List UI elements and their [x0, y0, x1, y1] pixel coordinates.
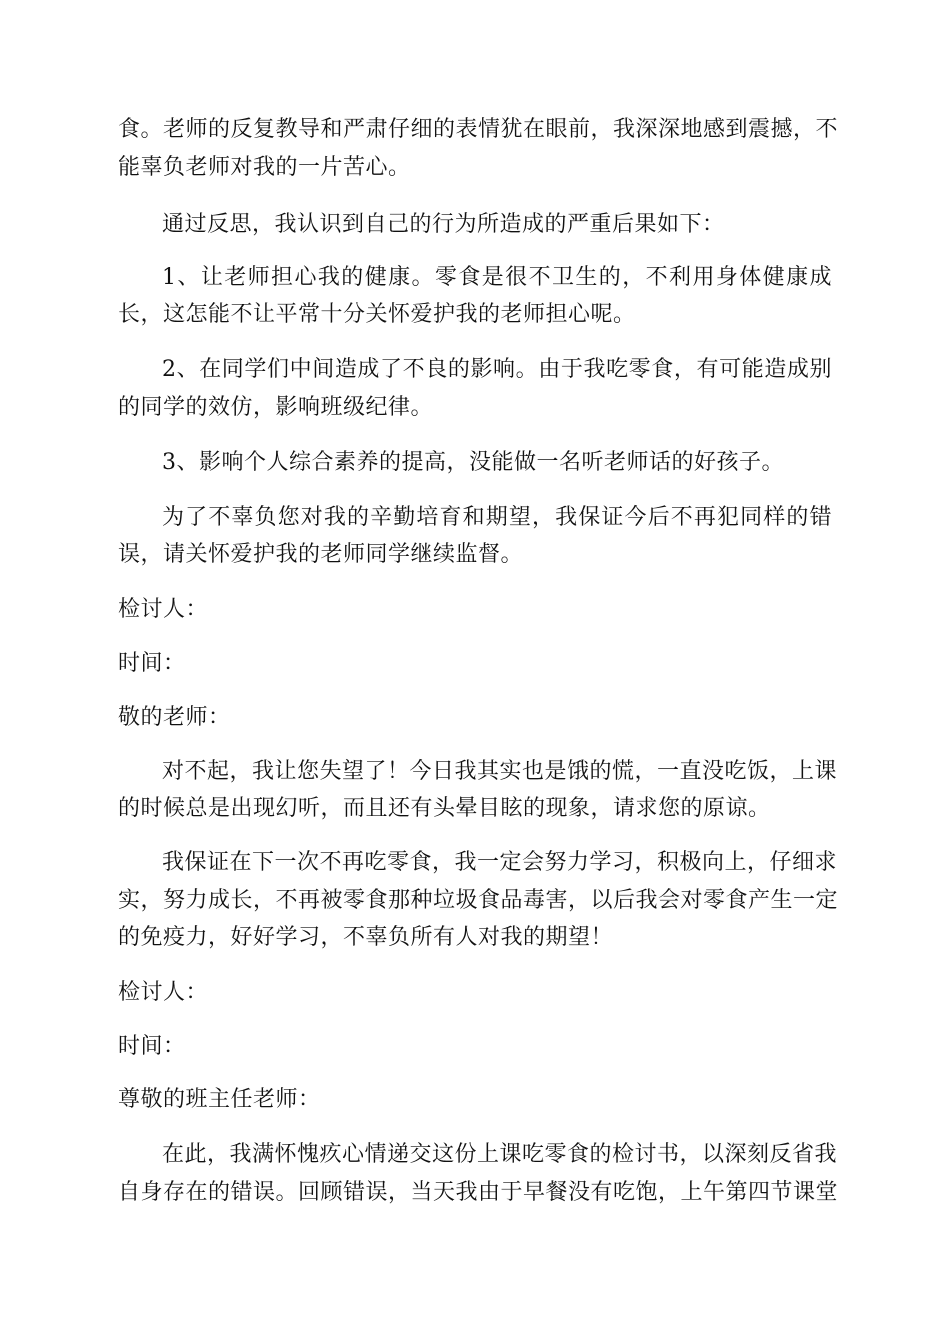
- list-item-line: 2、在同学们中间造成了不良的影响。由于我吃零食，有可能造成别: [162, 357, 832, 382]
- paragraph-line: 通过反思，我认识到自己的行为所造成的严重后果如下：: [162, 212, 725, 237]
- paragraph-line: 误，请关怀爱护我的老师同学继续监督。: [118, 542, 524, 567]
- list-item-line: 的同学的效仿，影响班级纪律。: [118, 395, 434, 420]
- paragraph-line: 的免疫力，好好学习，不辜负所有人对我的期望！: [118, 925, 614, 950]
- paragraph-line: 在此，我满怀愧疚心情递交这份上课吃零食的检讨书，以深刻反省我: [162, 1142, 838, 1167]
- paragraph-line: 自身存在的错误。回顾错误，当天我由于早餐没有吃饱，上午第四节课堂: [118, 1180, 839, 1205]
- paragraph-line: 能辜负老师对我的一片苦心。: [118, 155, 411, 180]
- paragraph-line: 食。老师的反复教导和严肃仔细的表情犹在眼前，我深深地感到震撼，不: [118, 117, 839, 142]
- paragraph-line: 我保证在下一次不再吃零食，我一定会努力学习，积极向上，仔细求: [162, 850, 838, 875]
- salutation: 敬的老师：: [118, 705, 231, 730]
- paragraph-line: 的时候总是出现幻听，而且还有头晕目眩的现象，请求您的原谅。: [118, 796, 771, 821]
- list-item-line: 长，这怎能不让平常十分关怀爱护我的老师担心呢。: [118, 302, 636, 327]
- paragraph-line: 实，努力成长，不再被零食那种垃圾食品毒害，以后我会对零食产生一定: [118, 888, 839, 913]
- date-label: 时间：: [118, 1034, 186, 1059]
- salutation: 尊敬的班主任老师：: [118, 1087, 321, 1112]
- signature-label: 检讨人：: [118, 597, 209, 622]
- list-item-line: 3、影响个人综合素养的提高，没能做一名听老师话的好孩子。: [162, 450, 784, 475]
- list-item-line: 1、让老师担心我的健康。零食是很不卫生的，不利用身体健康成: [162, 265, 832, 290]
- signature-label: 检讨人：: [118, 980, 209, 1005]
- date-label: 时间：: [118, 651, 186, 676]
- paragraph-line: 为了不辜负您对我的辛勤培育和期望，我保证今后不再犯同样的错: [162, 505, 832, 530]
- paragraph-line: 对不起，我让您失望了！今日我其实也是饿的慌，一直没吃饭，上课: [162, 759, 838, 784]
